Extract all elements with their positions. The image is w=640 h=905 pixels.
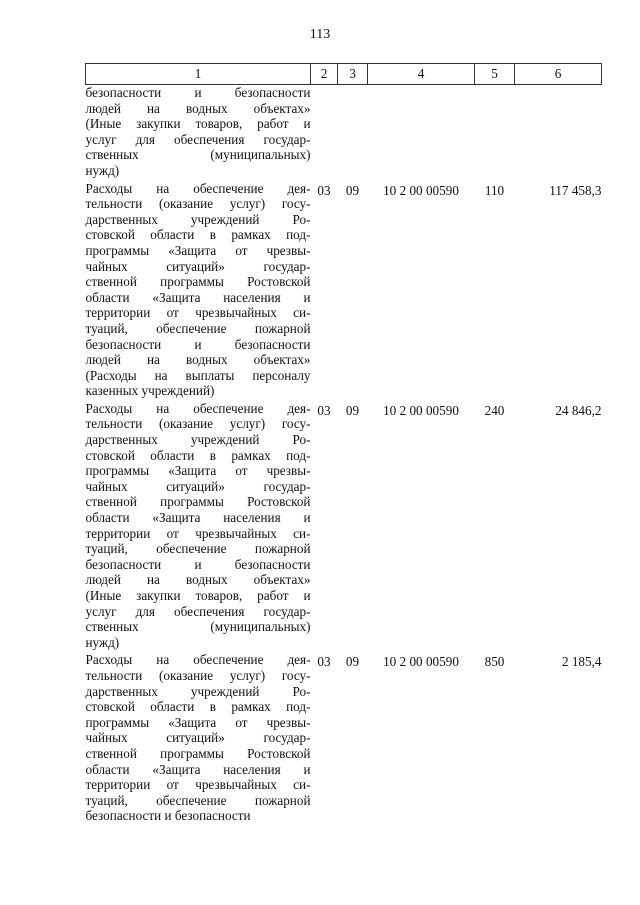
cell-c3: 09 [345, 182, 360, 198]
column-header-3: 3 [338, 64, 368, 85]
cell-c2: 03 [317, 402, 331, 418]
description-line: тельности (оказание услуг) госу- [85, 667, 311, 683]
description-line: туаций, обеспечение пожарной [85, 320, 311, 336]
description-line: ственных (муниципальных) [85, 147, 311, 163]
row-description [86, 85, 311, 181]
description-line: территории от чрезвычайных си- [85, 777, 311, 793]
table-row [86, 401, 602, 653]
cell-c2 [311, 85, 338, 181]
description-line: области «Защита населения и [85, 510, 311, 526]
description-line: чайных ситуаций» государ- [85, 730, 311, 746]
description-line: туаций, обеспечение пожарной [85, 792, 311, 808]
table-row [86, 652, 602, 826]
cell-c4: 10 2 00 00590 [383, 182, 459, 198]
description-line: тельности (оказание услуг) госу- [85, 416, 311, 432]
column-header-6: 6 [515, 64, 602, 85]
description-line: (Иные закупки товаров, работ и [85, 116, 311, 132]
cell-c4: 10 2 00 00590 [383, 654, 459, 670]
cell-c5: 240 [484, 402, 505, 418]
table-row [86, 85, 602, 181]
description-line: казенных учреждений) [85, 383, 215, 399]
description-line: дарственных учреждений Ро- [85, 432, 311, 448]
cell-c3 [338, 85, 368, 181]
cell-c3: 09 [345, 402, 360, 418]
description-line: области «Защита населения и [85, 761, 311, 777]
description-line: Расходы на обеспечение дея- [85, 652, 311, 668]
description-line: территории от чрезвычайных си- [85, 525, 311, 541]
cell-c2: 03 [317, 654, 331, 670]
description-line: безопасности и безопасности [85, 336, 311, 352]
row-description [86, 401, 311, 653]
description-line: Расходы на обеспечение дея- [85, 400, 311, 416]
description-line: тельности (оказание услуг) госу- [85, 196, 311, 212]
description-line: ственной программы Ростовской [85, 494, 311, 510]
cell-c6: 2 185,4 [561, 654, 602, 670]
description-line: безопасности и безопасности [85, 556, 311, 572]
column-header-5: 5 [475, 64, 515, 85]
description-line: услуг для обеспечения государ- [85, 131, 311, 147]
description-line: ственной программы Ростовской [85, 274, 311, 290]
description-line: программы «Защита от чрезвы- [85, 714, 311, 730]
description-line: ственных (муниципальных) [85, 619, 311, 635]
row-description [86, 652, 311, 826]
description-line: стовской области в рамках под- [85, 699, 311, 715]
cell-c6: 24 846,2 [555, 402, 602, 418]
cell-c3: 09 [345, 654, 360, 670]
description-line: людей на водных объектах» [85, 572, 311, 588]
description-line: туаций, обеспечение пожарной [85, 541, 311, 557]
table-row [86, 181, 602, 401]
cell-c6 [515, 85, 602, 181]
description-line: нужд) [85, 162, 120, 178]
description-line: услуг для обеспечения государ- [85, 603, 311, 619]
column-header-4: 4 [368, 64, 475, 85]
description-line: (Иные закупки товаров, работ и [85, 588, 311, 603]
description-line: Расходы на обеспечение дея- [85, 180, 311, 196]
description-line: стовской области в рамках под- [85, 227, 311, 243]
description-line: стовской области в рамках под- [85, 447, 311, 463]
description-line: программы «Защита от чрезвы- [85, 463, 311, 479]
cell-c5: 850 [484, 654, 505, 670]
cell-c5: 110 [484, 182, 505, 198]
table-header-row [86, 64, 602, 85]
cell-c5 [475, 85, 515, 181]
row-description [86, 181, 311, 401]
description-line: чайных ситуаций» государ- [85, 258, 311, 274]
description-line: безопасности и безопасности [85, 85, 311, 100]
cell-c4: 10 2 00 00590 [383, 402, 459, 418]
description-line: программы «Защита от чрезвы- [85, 242, 311, 258]
description-line: нужд) [85, 634, 120, 650]
budget-table [85, 63, 602, 826]
description-line: дарственных учреждений Ро- [85, 683, 311, 699]
description-line: безопасности и безопасности [85, 808, 251, 824]
description-line: чайных ситуаций» государ- [85, 478, 311, 494]
page-number: 113 [309, 27, 331, 42]
description-line: (Расходы на выплаты персоналу [85, 367, 311, 383]
cell-c2: 03 [317, 182, 331, 198]
description-line: ственной программы Ростовской [85, 745, 311, 761]
column-header-1: 1 [86, 64, 311, 85]
cell-c4 [368, 85, 475, 181]
cell-c6: 117 458,3 [549, 182, 602, 198]
description-line: людей на водных объектах» [85, 352, 311, 368]
column-header-2: 2 [311, 64, 338, 85]
description-line: области «Защита населения и [85, 289, 311, 305]
description-line: людей на водных объектах» [85, 100, 311, 116]
description-line: дарственных учреждений Ро- [85, 211, 311, 227]
description-line: территории от чрезвычайных си- [85, 305, 311, 321]
